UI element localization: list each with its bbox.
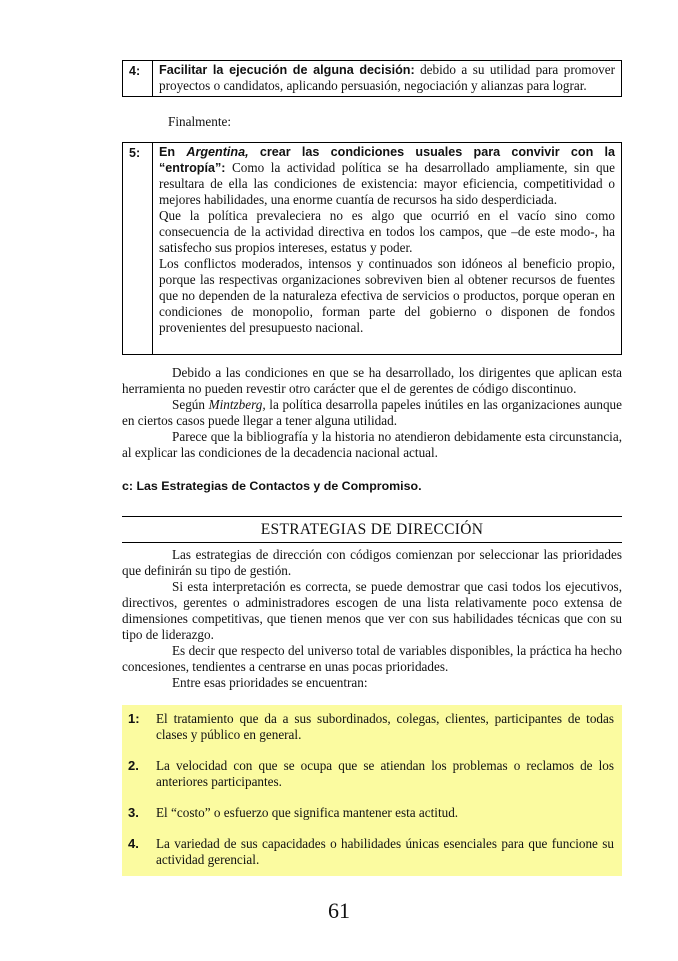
priority-number: 3.	[128, 805, 139, 820]
priority-number: 2.	[128, 758, 139, 773]
priority-text: El tratamiento que da a sus subordinados, colegas, clientes, participantes de todas clases y público en general.	[156, 711, 614, 742]
box-5-number: 5:	[123, 143, 153, 354]
box-5-rest: Como la actividad política se ha desarrollado ampliamente, sin que resultara de ella las condiciones de existencia: mayor eficiencia, competitividad o mejores habilidades, una enorme cuantía de recursos ha sido desperdiciada.	[159, 160, 615, 207]
box-5-para-1	[159, 144, 615, 208]
priority-number: 4.	[128, 836, 139, 851]
box-5-bold-pre: En	[159, 145, 187, 159]
priority-text: La velocidad con que se ocupa que se atiendan los problemas o reclamos de los anteriores participantes.	[156, 758, 614, 789]
box-4-rest: debido a su utilidad para promover proyectos o candidatos, aplicando persuasión, negociación y alianzas para lograr.	[159, 62, 615, 93]
page-number: 61	[328, 898, 350, 923]
paragraph-a: Debido a las condiciones en que se ha desarrollado, los dirigentes que aplican esta herramienta no pueden revestir otro carácter que el de gerentes de código discontinuo.	[122, 365, 622, 396]
numbered-box-5	[122, 142, 622, 355]
page-body	[122, 60, 622, 876]
numbered-box-4	[122, 60, 622, 97]
priorities-highlight-box	[122, 705, 622, 876]
finalmente-label: Finalmente:	[168, 114, 231, 129]
heading-top-rule	[122, 516, 622, 517]
priority-number: 1:	[128, 711, 140, 726]
paragraph-b-italic: Mintzberg,	[208, 397, 266, 412]
box-4-number: 4:	[123, 61, 153, 96]
priority-text: La variedad de sus capacidades o habilidades únicas esenciales para que funcione su actividad gerencial.	[156, 836, 614, 867]
box-4-bold: Facilitar la ejecución de alguna decisión:	[159, 63, 415, 77]
paragraph-g: Entre esas prioridades se encuentran:	[172, 675, 368, 690]
box-5-para-2: Que la política prevaleciera no es algo que ocurrió en el vacío sino como consecuencia de la actividad directiva en todos los campos, que –de este modo-, ha satisfecho sus propios intereses, estatus y poder.	[159, 208, 615, 255]
priority-item	[128, 758, 614, 790]
section-subheading: c: Las Estrategias de Contactos y de Compromiso.	[122, 479, 422, 493]
priority-item	[128, 805, 614, 821]
priority-item	[128, 836, 614, 868]
paragraph-e: Si esta interpretación es correcta, se puede demostrar que casi todos los ejecutivos, directivos, gerentes o administradores escogen de una lista relativamente poco extensa de dimensiones competitivas, que tienen menos que ver con sus habilidades técnicas que con su tipo de liderazgo.	[122, 579, 622, 642]
box-4-text	[153, 61, 621, 96]
priority-item	[128, 711, 614, 743]
box-5-text	[153, 143, 621, 354]
box-5-bold-italic: Argentina,	[186, 145, 249, 159]
paragraph-b-pre: Según	[172, 397, 209, 412]
box-5-bold-post: crear las condiciones usuales para convivir con la “entropía”:	[159, 145, 616, 175]
paragraph-d: Las estrategias de dirección con códigos comienzan por seleccionar las prioridades que definirán su tipo de gestión.	[122, 547, 622, 578]
paragraph-b-post: la política desarrolla papeles inútiles en las organizaciones aunque en ciertos casos puede llegar a tener alguna utilidad.	[122, 397, 622, 428]
section-heading: ESTRATEGIAS DE DIRECCIÓN	[260, 521, 484, 538]
paragraph-f: Es decir que respecto del universo total de variables disponibles, la práctica ha hecho concesiones, tendientes a centrarse en unas pocas prioridades.	[122, 643, 622, 674]
priority-text: El “costo” o esfuerzo que significa mantener esta actitud.	[156, 805, 459, 820]
paragraph-b	[122, 397, 622, 429]
paragraph-c: Parece que la bibliografía y la historia no atendieron debidamente esta circunstancia, al explicar las condiciones de la decadencia nacional actual.	[122, 429, 622, 460]
box-5-para-3: Los conflictos moderados, intensos y continuados son idóneos al beneficio propio, porque las respectivas organizaciones sobreviven bien al obtener recursos de fuentes que no dependen de la naturaleza efectiva de servicios o productos, porque operan en condiciones de monopolio, forman parte del gobierno o disponen de fondos provenientes del presupuesto nacional.	[159, 256, 615, 335]
